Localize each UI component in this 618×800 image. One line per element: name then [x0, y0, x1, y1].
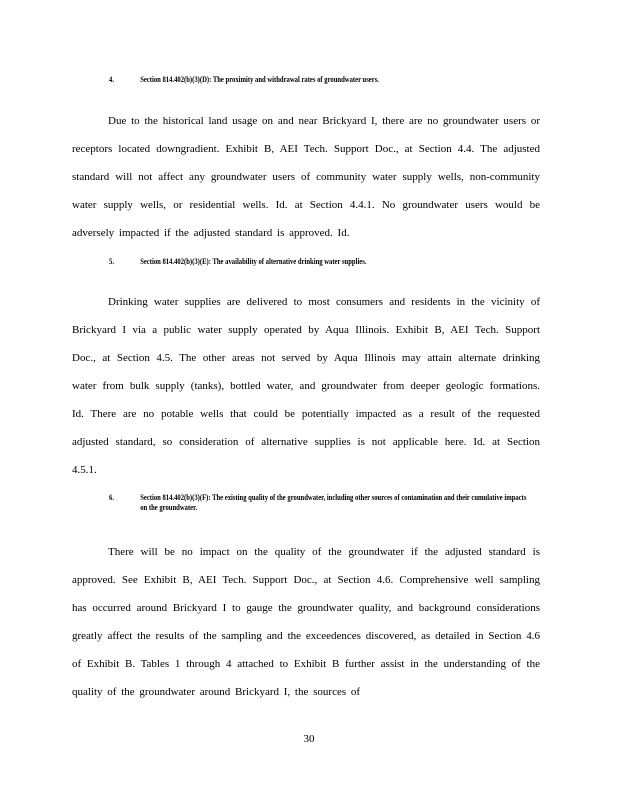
- section-number: 6.: [109, 492, 114, 502]
- paragraph-text: Drinking water supplies are delivered to most consumers and residents in the vicinity of Brickyard I via a public water supply operated by Aqua Illinois. Exhibit B, AEI Tech. Support Doc., at Section 4.5. The other areas not served by Aqua Illinois may attain alternate drinking water from bulk supply (tanks), bottled water, and groundwater from deeper geologic formations. Id. There are no potable wells that could be potentially impacted as a result of the requested adjusted standard, so consideration of alternative supplies is not applicable here. Id. at Section 4.5.1.: [72, 296, 540, 476]
- paragraph-text: There will be no impact on the quality of the groundwater if the adjusted standard is approved. See Exhibit B, AEI Tech. Support Doc., at Section 4.6. Comprehensive well sampling has occurred around Brickyard I to gauge the groundwater quality, and background considerations greatly affect the results of the sampling and the exceedences discovered, as detailed in Section 4.6 of Exhibit B. Tables 1 through 4 attached to Exhibit B further assist in the understanding of the quality of the groundwater around Brickyard I, the sources of: [72, 546, 540, 698]
- section-title: Section 814.402(b)(3)(E): The availability of alternative drinking water supplies.: [140, 256, 367, 266]
- section-title: Section 814.402(b)(3)(F): The existing quality of the groundwater, including other sources of contamination and their cumulative impacts on the groundwater.: [140, 492, 527, 512]
- section-paragraph-5: [72, 288, 540, 484]
- section-title: Section 814.402(b)(3)(D): The proximity and withdrawal rates of groundwater users.: [140, 74, 379, 84]
- section-paragraph-6: [72, 538, 540, 706]
- paragraph-text: Due to the historical land usage on and near Brickyard I, there are no groundwater users or receptors located downgradient. Exhibit B, AEI Tech. Support Doc., at Section 4.4. The adjusted standard will not affect any groundwater users of community water supply wells, non-community water supply wells, or residential wells. Id. at Section 4.4.1. No groundwater users would be adversely impacted if the adjusted standard is approved. Id.: [72, 115, 540, 239]
- section-number: 4.: [109, 74, 114, 84]
- page-number: 30: [303, 733, 315, 745]
- section-paragraph-4: [72, 107, 540, 247]
- section-number: 5.: [109, 256, 114, 266]
